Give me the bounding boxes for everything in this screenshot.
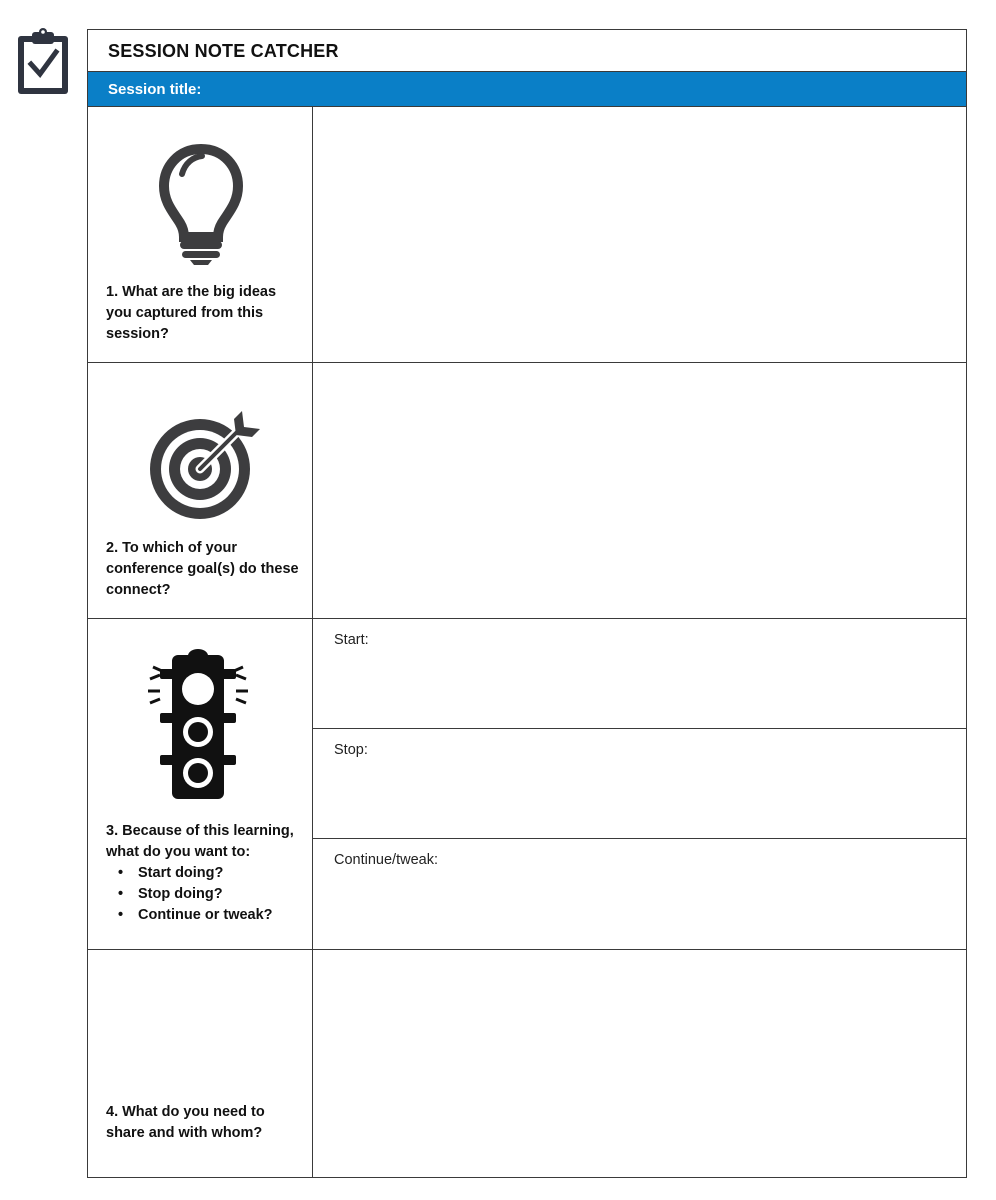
question-1 (106, 282, 306, 345)
bullet-stop: • Stop doing? (138, 884, 311, 905)
lightbulb-icon (158, 141, 244, 270)
question-cell-2 (88, 363, 313, 619)
question-2-line: conference goal(s) do these (106, 561, 299, 577)
continue-tweak-field[interactable] (313, 839, 966, 950)
start-label: Start: (334, 632, 369, 648)
title-row (88, 30, 966, 72)
session-title-label: Session title: (108, 81, 202, 98)
answer-cell-1[interactable] (313, 107, 966, 363)
stop-field[interactable] (313, 729, 966, 839)
question-1-line: 1. What are the big ideas (106, 284, 277, 300)
question-cell-4 (88, 950, 313, 1177)
page-title: SESSION NOTE CATCHER (108, 41, 339, 61)
target-icon (148, 407, 264, 528)
question-cell-1 (88, 107, 313, 363)
question-1-line: you captured from this (106, 305, 264, 321)
answer-cell-2[interactable] (313, 363, 966, 619)
traffic-light-icon (146, 645, 250, 808)
question-2-line: 2. To which of your (106, 540, 238, 556)
bullet-start: • Start doing? (138, 863, 311, 884)
question-cell-3 (88, 619, 313, 950)
question-3 (106, 821, 311, 926)
question-4-line: 4. What do you need to (106, 1104, 265, 1120)
note-catcher-sheet (87, 29, 967, 1178)
question-3-bullets (106, 863, 311, 926)
stop-label: Stop: (334, 742, 368, 758)
question-3-line: 3. Because of this learning, (106, 823, 294, 839)
question-1-line: session? (106, 326, 169, 342)
start-field[interactable] (313, 619, 966, 729)
question-4 (106, 1102, 306, 1144)
session-title-bar[interactable] (88, 72, 966, 107)
continue-tweak-label: Continue/tweak: (334, 852, 438, 868)
clipboard-check-icon (14, 26, 72, 98)
question-4-line: share and with whom? (106, 1125, 263, 1141)
question-2 (106, 538, 306, 601)
question-2-line: connect? (106, 582, 171, 598)
bullet-continue: • Continue or tweak? (138, 905, 311, 926)
answer-cell-4[interactable] (313, 950, 966, 1177)
question-3-line: what do you want to: (106, 844, 251, 860)
